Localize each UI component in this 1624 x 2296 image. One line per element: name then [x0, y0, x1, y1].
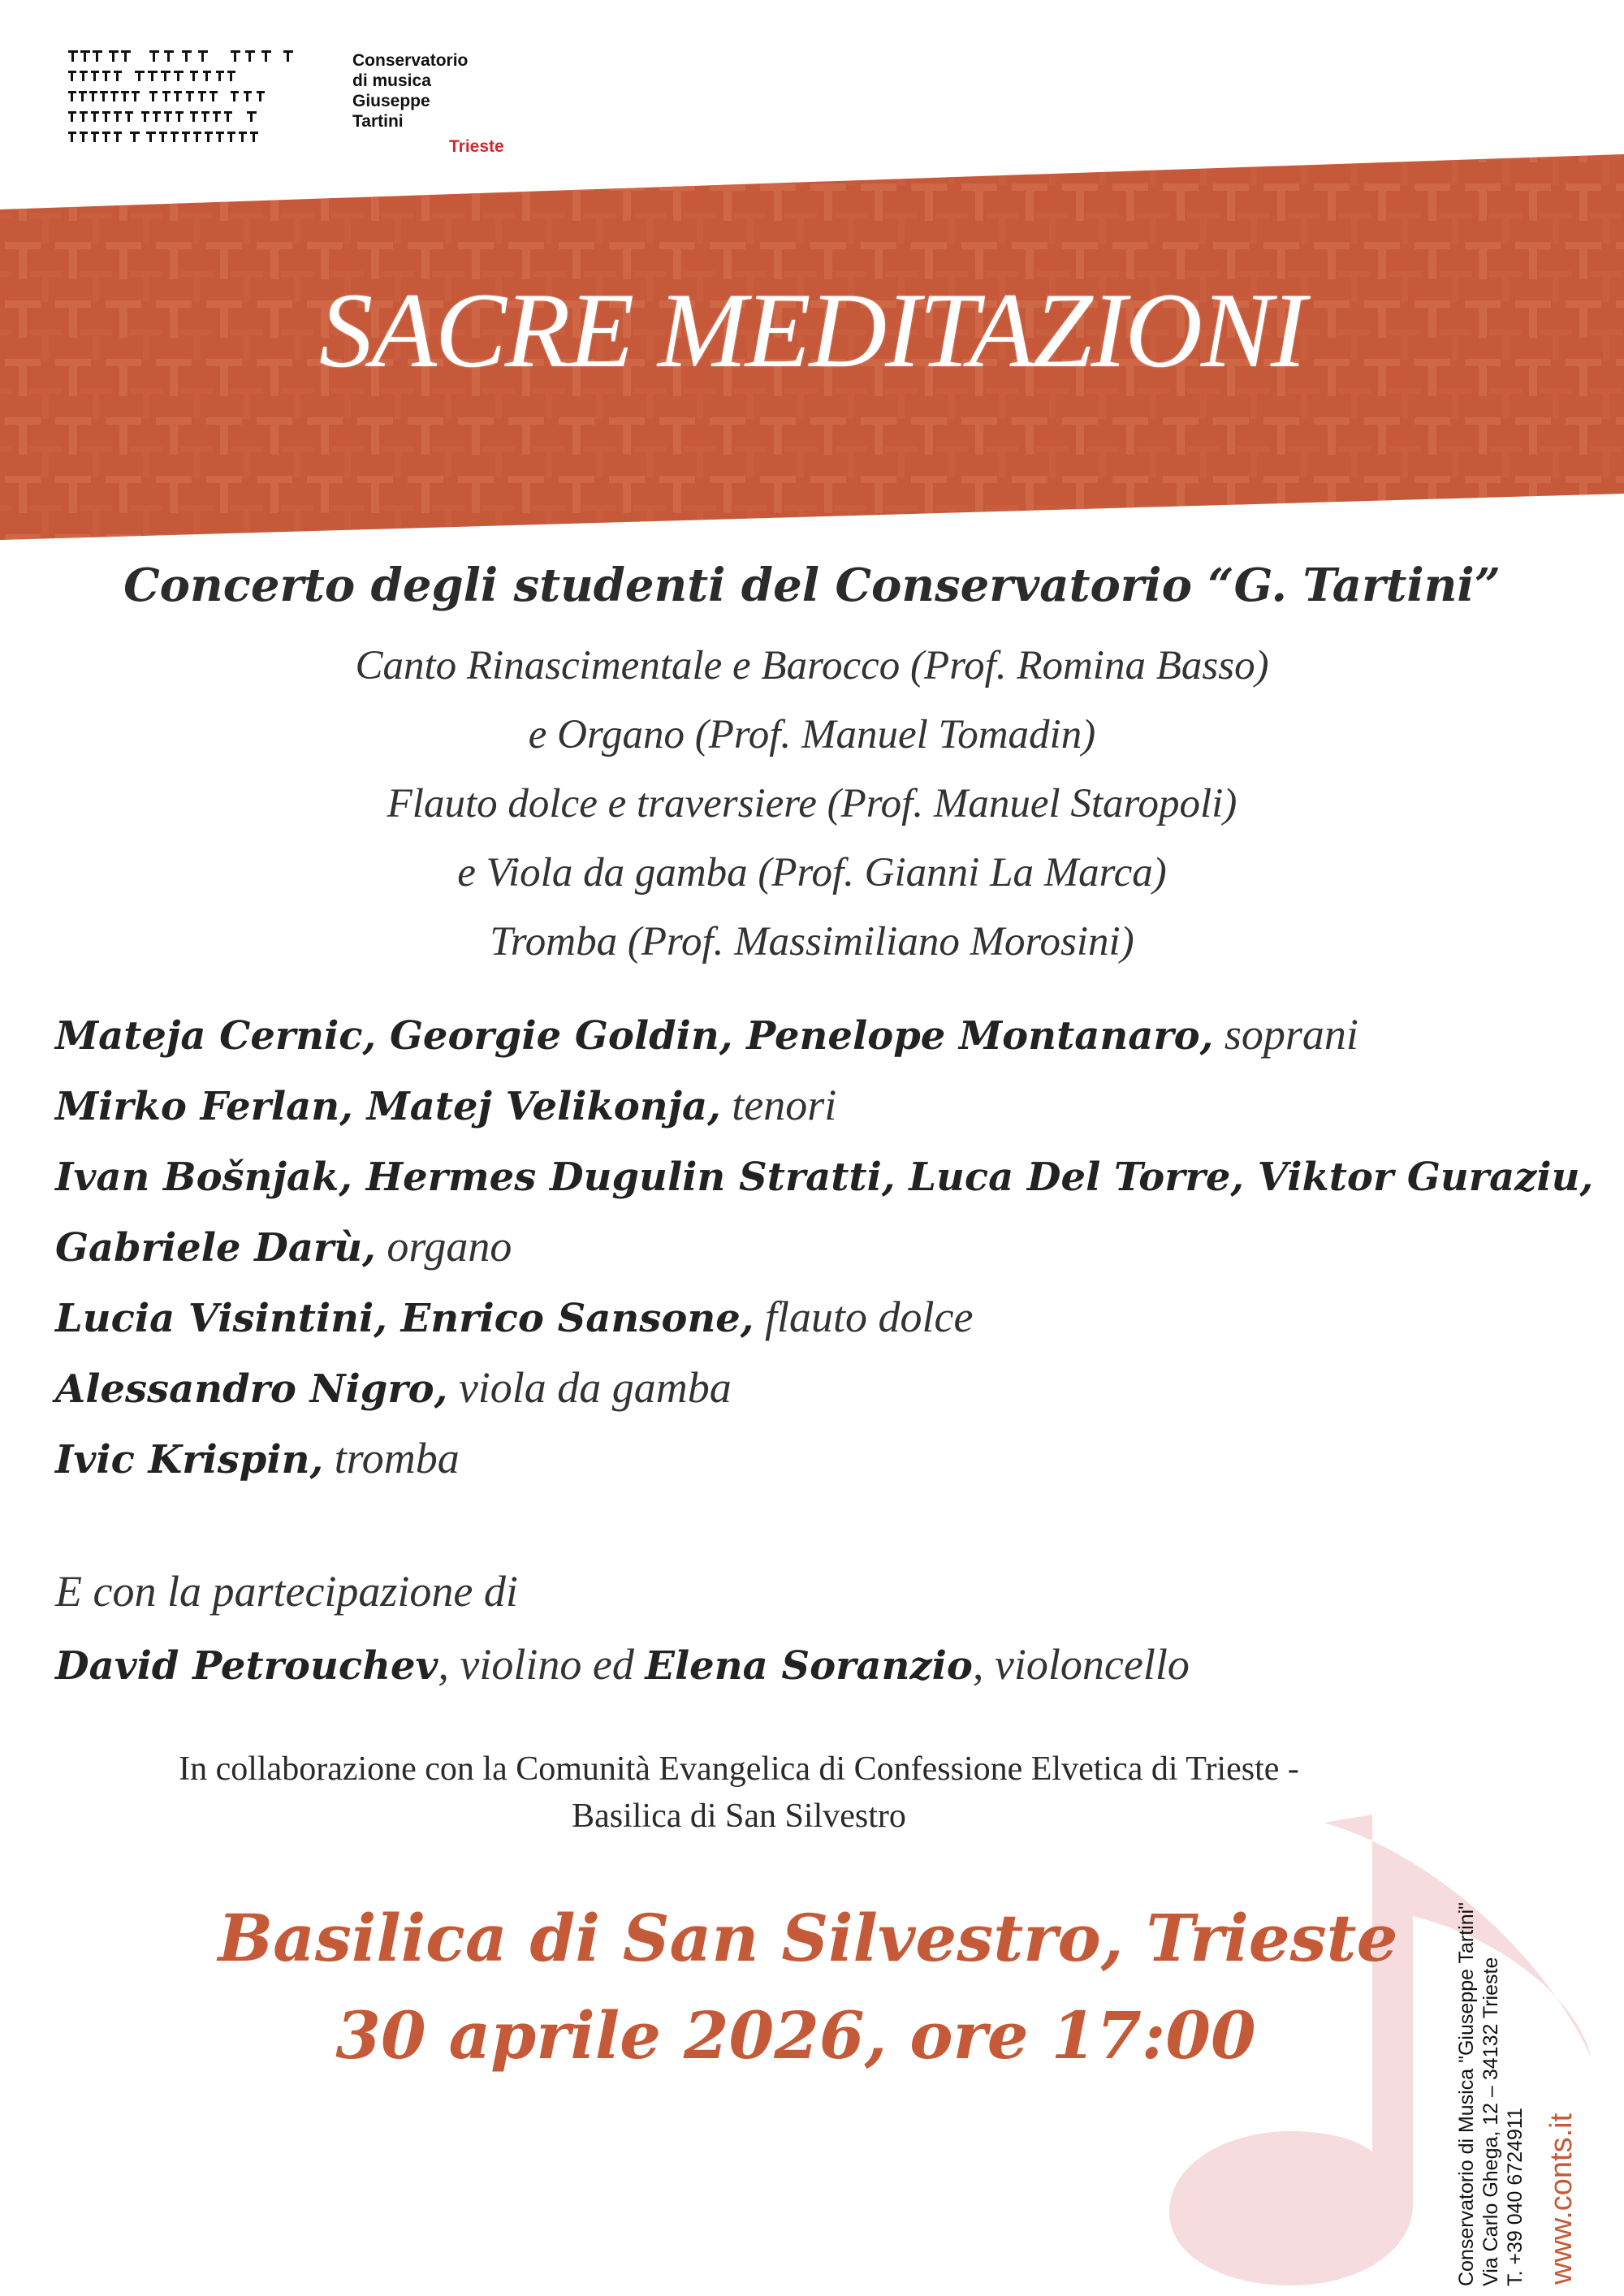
teacher-line: e Viola da gamba (Prof. Gianni La Marca) [457, 850, 1167, 896]
performer-row [55, 1000, 1598, 1071]
teacher-line: Canto Rinascimentale e Barocco (Prof. Romina Basso) [355, 643, 1269, 688]
contact-line: Via Carlo Ghega, 12 – 34132 Trieste [1479, 1957, 1502, 2286]
teacher-line: Tromba (Prof. Massimiliano Morosini) [490, 919, 1134, 965]
logo-line: Tartini [352, 112, 404, 131]
contact-line: Conservatorio di Musica "Giuseppe Tartini" [1455, 1901, 1478, 2286]
performer-row [55, 1142, 1598, 1212]
performer-role: organo [375, 1222, 512, 1271]
performer-role: flauto dolce [754, 1293, 974, 1341]
concert-title: Concerto degli studenti del Conservatorio “G. Tartini” [123, 559, 1501, 612]
page-title: SACRE MEDITAZIONI [319, 270, 1305, 390]
website-link[interactable]: www.conts.it [1544, 2113, 1579, 2285]
guests-row [55, 1628, 1598, 1703]
guest-name: Elena Soranzio [645, 1643, 973, 1689]
performer-row [55, 1424, 1598, 1495]
guest-performers [55, 1555, 1598, 1703]
contact-line: T. +39 040 6724911 [1504, 2108, 1527, 2286]
collaboration-line: Basilica di San Silvestro [572, 1798, 906, 1835]
performer-role: soprani [1213, 1010, 1358, 1059]
teacher-line: e Organo (Prof. Manuel Tomadin) [528, 712, 1096, 757]
performer-row [55, 1212, 1598, 1283]
event-datetime: 30 aprile 2026, ore 17:00 [335, 1997, 1256, 2074]
conservatory-logo-icon [68, 50, 296, 156]
performer-row [55, 1353, 1598, 1424]
collaboration-line: In collaborazione con la Comunità Evangelica di Confessione Elvetica di Trieste - [179, 1750, 1299, 1788]
event-venue: Basilica di San Silvestro, Trieste [218, 1900, 1398, 1976]
teacher-line: Flauto dolce e traversiere (Prof. Manuel Staropoli) [387, 781, 1237, 826]
performer-role: tromba [323, 1434, 460, 1482]
logo-line: Conservatorio [352, 51, 469, 70]
performer-names: Ivic Krispin, [55, 1437, 324, 1482]
performer-names: Mateja Cernic, Georgie Goldin, Penelope Montanaro, [55, 1013, 1214, 1059]
performer-row [55, 1283, 1598, 1353]
performer-role: viola da gamba [447, 1363, 732, 1412]
performers-list [55, 1000, 1598, 1495]
performer-role: tenori [720, 1081, 837, 1129]
guest-name: David Petrouchev [55, 1643, 438, 1689]
performer-names: Ivan Bošnjak, Hermes Dugulin Stratti, Luca Del Torre, Viktor Guraziu, [55, 1154, 1594, 1200]
performer-names: Gabriele Darù, [55, 1225, 376, 1271]
performer-row [55, 1071, 1598, 1142]
logo-wordmark [352, 50, 468, 132]
performer-names: Mirko Ferlan, Matej Velikonja, [55, 1084, 721, 1129]
logo-line: Giuseppe [352, 92, 430, 110]
performer-names: Lucia Visintini, Enrico Sansone, [55, 1296, 754, 1341]
guest-role: , violino ed [438, 1640, 646, 1689]
teachers-list [0, 632, 1624, 977]
performer-names: Alessandro Nigro, [55, 1366, 448, 1412]
guests-intro: E con la partecipazione di [55, 1567, 518, 1616]
contact-info [1454, 1832, 1527, 2286]
logo-city: Trieste [449, 137, 504, 156]
logo-line: di musica [352, 71, 431, 90]
guest-role: , violoncello [972, 1640, 1190, 1689]
